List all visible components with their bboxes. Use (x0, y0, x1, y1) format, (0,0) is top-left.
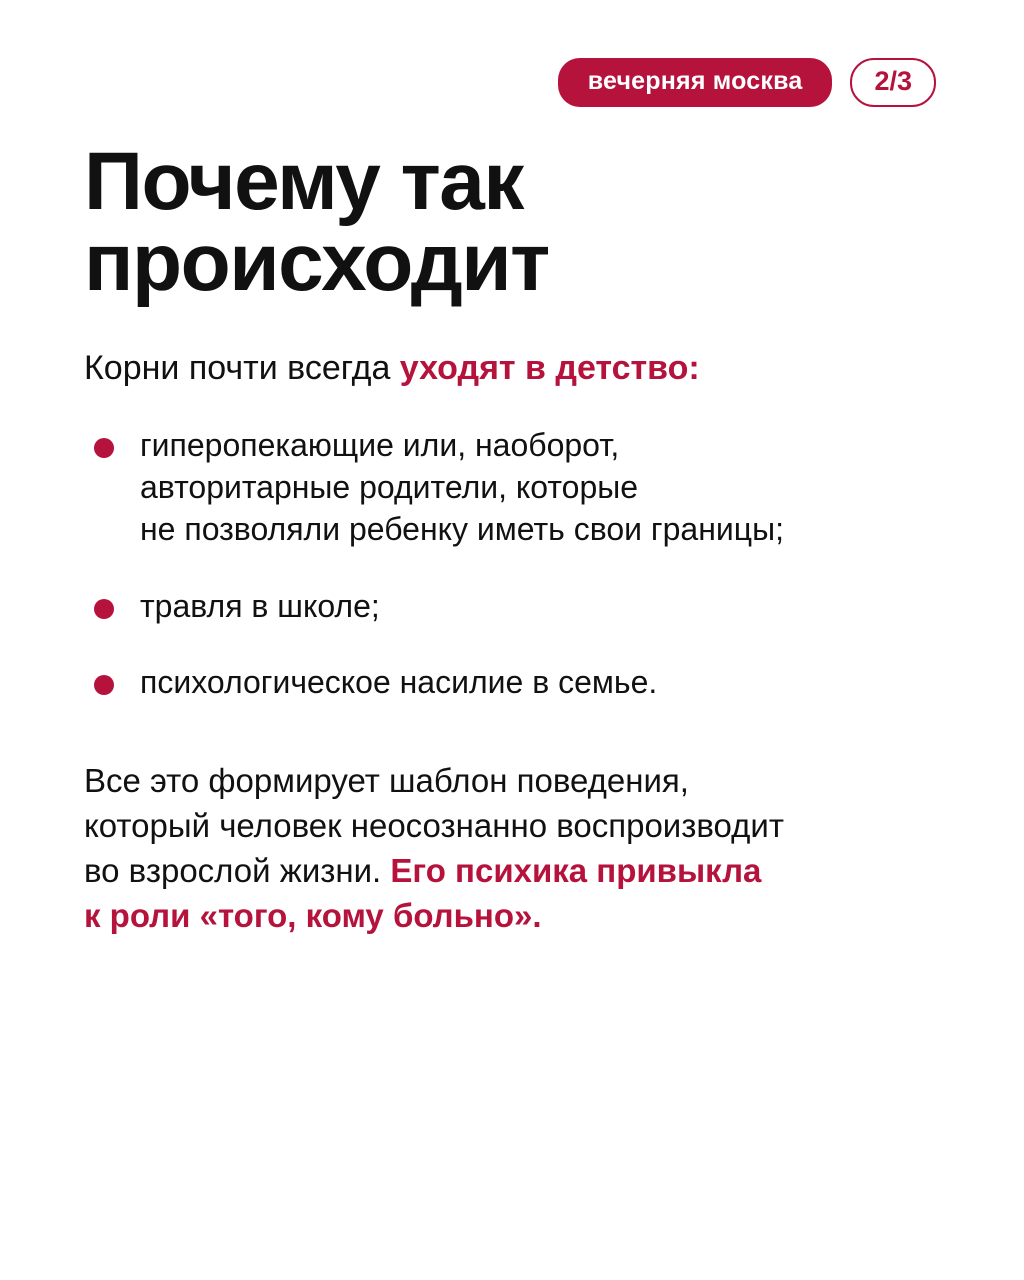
list-item (84, 424, 946, 551)
list-item-line-3: не позволяли ребенку иметь свои границы; (140, 511, 784, 548)
list-item-text (140, 424, 946, 551)
bullet-dot-icon (94, 438, 114, 458)
list-item-text (140, 661, 946, 703)
list-item-line-2: авторитарные родители, которые (140, 469, 639, 506)
bullet-list (84, 424, 946, 703)
page-counter-badge: 2/3 (850, 58, 936, 107)
closing-line-1: Все это формирует шаблон поведения, (84, 762, 689, 800)
lede-plain-text: Корни почти всегда (84, 349, 400, 388)
lede-accent-text: уходят в детство: (399, 349, 700, 388)
bullet-dot-icon (94, 675, 114, 695)
content-body (0, 347, 1024, 938)
brand-badge: вечерняя москва (558, 58, 833, 107)
page-title (0, 136, 1024, 309)
list-item (84, 585, 946, 627)
list-item-text (140, 585, 946, 627)
closing-paragraph (84, 759, 946, 939)
bullet-dot-icon (94, 599, 114, 619)
header (0, 0, 1024, 107)
lede-paragraph (84, 347, 946, 390)
page-title-line-1: Почему так (84, 136, 523, 227)
list-item-line-1: гиперопекающие или, наоборот, (140, 426, 620, 463)
list-item (84, 661, 946, 703)
page-title-line-2: происходит (84, 217, 549, 309)
list-item-line-1: психологическое насилие в семье. (140, 663, 658, 700)
closing-accent-line-2: к роли «того, кому больно». (84, 896, 542, 934)
closing-line-2: который человек неосознанно воспроизводит (84, 806, 784, 844)
list-item-line-1: травля в школе; (140, 587, 380, 624)
closing-line-3: во взрослой жизни. (84, 851, 391, 889)
closing-accent-line-1: Его психика привыкла (390, 851, 762, 889)
